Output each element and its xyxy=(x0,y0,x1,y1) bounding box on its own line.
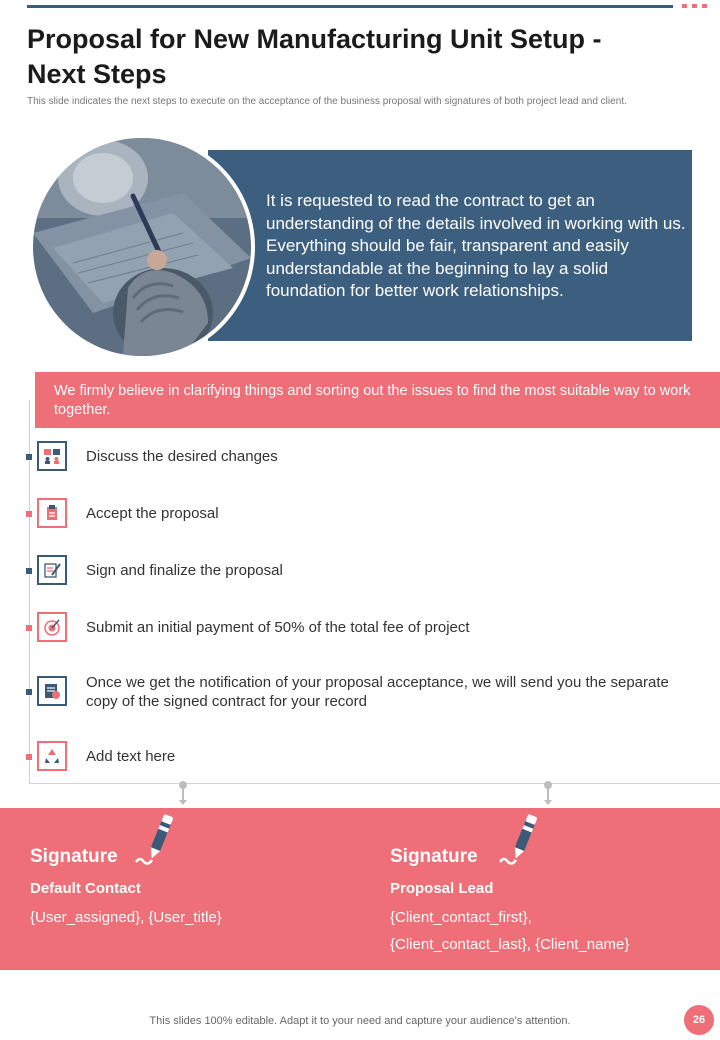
top-accent-dots xyxy=(682,4,707,8)
page-title: Proposal for New Manufacturing Unit Setup - Next Steps xyxy=(27,24,602,89)
writing-hand-photo xyxy=(33,138,251,356)
intro-text: We firmly believe in clarifying things and sorting out the issues to find the most suitable way to work together. xyxy=(54,383,691,418)
top-accent-bar xyxy=(27,5,673,8)
clipboard-icon xyxy=(37,498,67,528)
page-number: 26 xyxy=(684,1005,714,1035)
right-signature-line-1: {Client_contact_first}, xyxy=(390,909,532,926)
connector-arrow xyxy=(544,800,552,805)
left-signature-line: {User_assigned}, {User_title} xyxy=(30,909,222,926)
left-signature-heading: Signature xyxy=(30,846,118,867)
step-marker xyxy=(26,689,32,695)
left-signature-role: Default Contact xyxy=(30,880,141,897)
contract-icon xyxy=(37,676,67,706)
right-signature-line-2: {Client_contact_last}, {Client_name} xyxy=(390,936,630,953)
step-marker xyxy=(26,454,32,460)
step-label: Discuss the desired changes xyxy=(86,448,278,465)
step-marker xyxy=(26,511,32,517)
step-label: Once we get the notification of your proposal acceptance, we will send you the separate copy of the signed contract for your record xyxy=(86,674,669,710)
sign-document-icon xyxy=(37,555,67,585)
page-subtitle: This slide indicates the next steps to execute on the acceptance of the business proposal with signatures of both project lead and client. xyxy=(27,96,627,107)
pen-icon xyxy=(494,812,544,868)
step-marker xyxy=(26,625,32,631)
step-label: Accept the proposal xyxy=(86,505,219,522)
right-signature-heading: Signature xyxy=(390,846,478,867)
step-label: Add text here xyxy=(86,748,176,765)
step-label: Sign and finalize the proposal xyxy=(86,562,283,579)
right-signature-role: Proposal Lead xyxy=(390,880,494,897)
recycle-icon xyxy=(37,741,67,771)
connector-arrow xyxy=(179,800,187,805)
hero-text: It is requested to read the contract to get an understanding of the details involved in working with us. Everything should be fair, transparent and easily understandable at the beginning to lay a solid foundation for better work relationships. xyxy=(266,191,686,300)
footer-text: This slides 100% editable. Adapt it to your need and capture your audience’s attention. xyxy=(149,1015,571,1027)
target-icon xyxy=(37,612,67,642)
step-marker xyxy=(26,568,32,574)
step-marker xyxy=(26,754,32,760)
pen-icon xyxy=(130,812,180,868)
discussion-icon xyxy=(37,441,67,471)
step-label: Submit an initial payment of 50% of the total fee of project xyxy=(86,619,470,636)
